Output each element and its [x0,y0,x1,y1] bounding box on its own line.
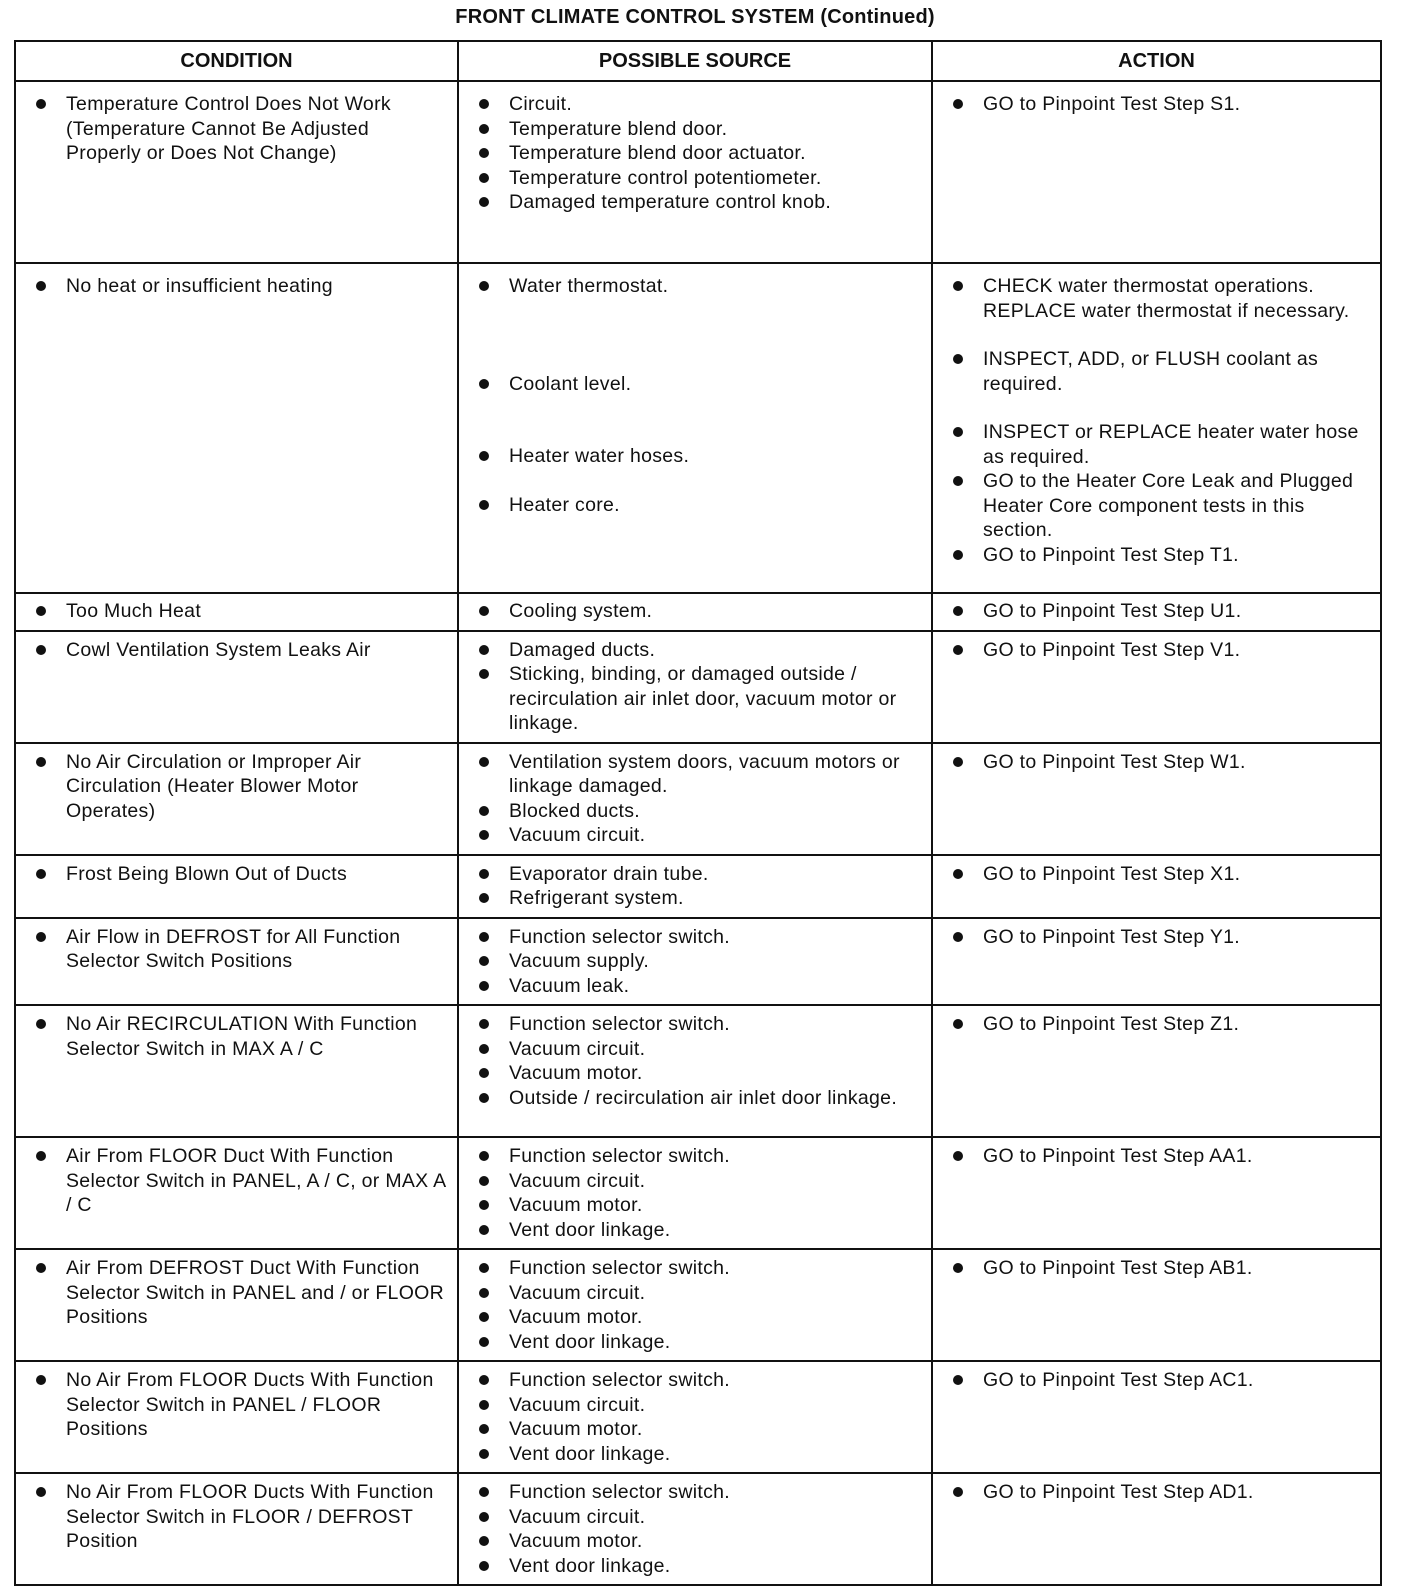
source-item: Damaged ducts. [471,638,921,663]
condition-text: Too Much Heat [28,599,447,624]
condition-text: Air Flow in DEFROST for All Function Selector Switch Positions [28,925,447,974]
condition-cell [15,1361,458,1473]
action-cell [932,918,1381,1006]
condition-text: No Air From FLOOR Ducts With Function Selector Switch in FLOOR / DEFROST Position [28,1480,447,1554]
source-cell [458,593,932,631]
source-item: Function selector switch. [471,1144,921,1169]
condition-text: Air From FLOOR Duct With Function Selector Switch in PANEL, A / C, or MAX A / C [28,1144,447,1218]
action-item: GO to the Heater Core Leak and Plugged Heater Core component tests in this section. [945,469,1370,543]
table-row [15,743,1381,855]
source-item: Ventilation system doors, vacuum motors or linkage damaged. [471,750,921,799]
action-item: GO to Pinpoint Test Step AB1. [945,1256,1370,1281]
source-item: Function selector switch. [471,1368,921,1393]
possible-source-column-header: POSSIBLE SOURCE [458,41,932,81]
table-row [15,918,1381,1006]
condition-text: No heat or insufficient heating [28,274,447,299]
source-item: Cooling system. [471,599,921,624]
table-row [15,81,1381,263]
condition-text: Frost Being Blown Out of Ducts [28,862,447,887]
source-item: Circuit. [471,92,921,117]
source-item: Vacuum motor. [471,1529,921,1554]
page-title: FRONT CLIMATE CONTROL SYSTEM (Continued) [455,6,935,28]
source-item: Outside / recirculation air inlet door linkage. [471,1086,921,1111]
action-item: GO to Pinpoint Test Step W1. [945,750,1370,775]
source-item: Vacuum leak. [471,974,921,999]
condition-cell [15,81,458,263]
condition-text: Temperature Control Does Not Work (Temperature Cannot Be Adjusted Properly or Does Not Change) [28,92,447,166]
table-row [15,593,1381,631]
source-item: Blocked ducts. [471,799,921,824]
source-item: Temperature control potentiometer. [471,166,921,191]
source-item: Vacuum motor. [471,1305,921,1330]
table-row [15,631,1381,743]
condition-text: No Air Circulation or Improper Air Circulation (Heater Blower Motor Operates) [28,750,447,824]
source-item: Sticking, binding, or damaged outside / recirculation air inlet door, vacuum motor or linkage. [471,662,921,736]
source-item: Vacuum circuit. [471,823,921,848]
action-item: GO to Pinpoint Test Step Y1. [945,925,1370,950]
source-item: Vacuum circuit. [471,1037,921,1062]
source-item: Vacuum motor. [471,1193,921,1218]
table-row [15,1249,1381,1361]
source-item: Temperature blend door actuator. [471,141,921,166]
source-cell [458,263,932,593]
source-item: Heater core. [471,493,921,518]
action-column-header: ACTION [932,41,1381,81]
condition-text: No Air From FLOOR Ducts With Function Selector Switch in PANEL / FLOOR Positions [28,1368,447,1442]
action-cell [932,263,1381,593]
action-item: GO to Pinpoint Test Step X1. [945,862,1370,887]
action-cell [932,1137,1381,1249]
source-item: Function selector switch. [471,1480,921,1505]
condition-text: Cowl Ventilation System Leaks Air [28,638,447,663]
action-item: CHECK water thermostat operations. REPLACE water thermostat if necessary. [945,274,1370,323]
source-item: Refrigerant system. [471,886,921,911]
action-item: GO to Pinpoint Test Step V1. [945,638,1370,663]
source-cell [458,1005,932,1137]
condition-cell [15,1137,458,1249]
action-cell [932,855,1381,918]
header-row [15,41,1381,81]
action-item: GO to Pinpoint Test Step AC1. [945,1368,1370,1393]
source-item: Vacuum circuit. [471,1393,921,1418]
condition-cell [15,743,458,855]
condition-cell [15,263,458,593]
source-cell [458,855,932,918]
source-item: Vent door linkage. [471,1554,921,1579]
source-cell [458,1249,932,1361]
table-row [15,263,1381,593]
condition-cell [15,1249,458,1361]
condition-column-header: CONDITION [15,41,458,81]
condition-cell [15,855,458,918]
condition-cell [15,1473,458,1585]
source-item: Function selector switch. [471,1012,921,1037]
condition-cell [15,1005,458,1137]
source-item: Evaporator drain tube. [471,862,921,887]
source-item: Temperature blend door. [471,117,921,142]
source-item: Vacuum motor. [471,1061,921,1086]
table-row [15,1005,1381,1137]
source-item: Function selector switch. [471,1256,921,1281]
source-cell [458,1473,932,1585]
action-cell [932,631,1381,743]
action-cell [932,743,1381,855]
source-item: Heater water hoses. [471,444,921,469]
source-item: Water thermostat. [471,274,921,299]
source-cell [458,1361,932,1473]
action-item: INSPECT or REPLACE heater water hose as required. [945,420,1370,469]
action-item: GO to Pinpoint Test Step T1. [945,543,1370,568]
source-item: Vacuum supply. [471,949,921,974]
source-item: Vacuum circuit. [471,1281,921,1306]
condition-cell [15,631,458,743]
action-item: GO to Pinpoint Test Step AD1. [945,1480,1370,1505]
source-item: Vacuum motor. [471,1417,921,1442]
source-item: Vent door linkage. [471,1330,921,1355]
source-item: Function selector switch. [471,925,921,950]
table-row [15,1361,1381,1473]
diagnosis-table [14,40,1382,1586]
table-row [15,1473,1381,1585]
source-cell [458,743,932,855]
source-cell [458,1137,932,1249]
source-item: Coolant level. [471,372,921,397]
source-cell [458,631,932,743]
action-item: GO to Pinpoint Test Step AA1. [945,1144,1370,1169]
action-item: GO to Pinpoint Test Step S1. [945,92,1370,117]
condition-text: No Air RECIRCULATION With Function Selector Switch in MAX A / C [28,1012,447,1061]
source-item: Vent door linkage. [471,1218,921,1243]
source-cell [458,918,932,1006]
table-row [15,855,1381,918]
table-row [15,1137,1381,1249]
source-item: Vent door linkage. [471,1442,921,1467]
action-cell [932,81,1381,263]
action-item: GO to Pinpoint Test Step Z1. [945,1012,1370,1037]
condition-text: Air From DEFROST Duct With Function Selector Switch in PANEL and / or FLOOR Positions [28,1256,447,1330]
action-cell [932,1361,1381,1473]
source-item: Vacuum circuit. [471,1169,921,1194]
condition-cell [15,918,458,1006]
action-cell [932,593,1381,631]
action-item: INSPECT, ADD, or FLUSH coolant as required. [945,347,1370,396]
action-cell [932,1005,1381,1137]
source-item: Damaged temperature control knob. [471,190,921,215]
condition-cell [15,593,458,631]
source-item: Vacuum circuit. [471,1505,921,1530]
action-cell [932,1473,1381,1585]
action-cell [932,1249,1381,1361]
source-cell [458,81,932,263]
action-item: GO to Pinpoint Test Step U1. [945,599,1370,624]
